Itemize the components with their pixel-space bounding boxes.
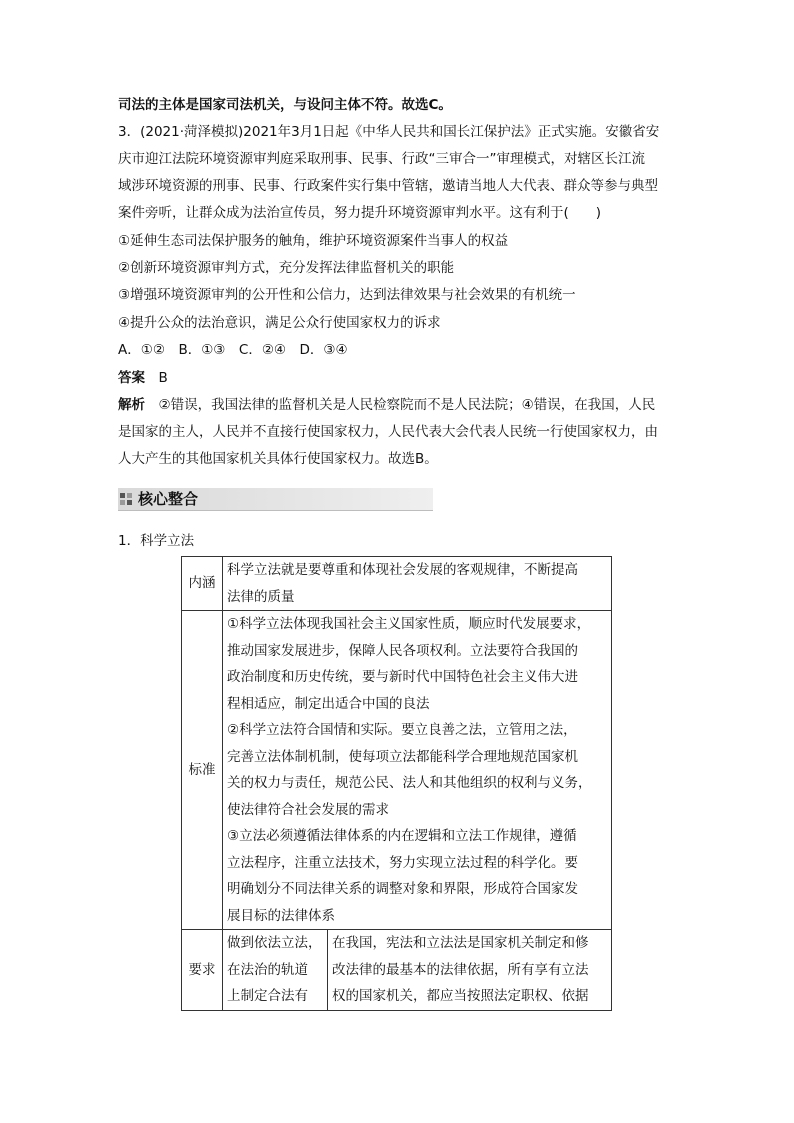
analysis-line-1 xyxy=(118,395,655,415)
question-line-3: 域涉环境资源的刑事、民事、行政案件实行集中管辖，邀请当地人大代表、群众等参与典型 xyxy=(118,178,658,194)
choices: A．①② B．①③ C．②④ D．③④ xyxy=(118,342,348,358)
option-2: ②创新环境资源审判方式，充分发挥法律监督机关的职能 xyxy=(118,260,455,276)
question-line-4: 案件旁听，让群众成为法治宣传员，努力提升环境资源审判水平。这有利于( ) xyxy=(118,205,602,221)
question-line-1: 3．(2021·菏泽模拟)2021年3月1日起《中华人民共和国长江保护法》正式实施。安徽省安 xyxy=(118,124,660,140)
section-title: 核心整合 xyxy=(138,490,199,508)
row-header: 内涵 xyxy=(182,557,223,611)
content-table xyxy=(181,556,612,1011)
analysis-line-2: 是国家的主人，人民并不直接行使国家权力，人民代表大会代表人民统一行使国家权力，由 xyxy=(118,424,658,440)
option-3: ③增强环境资源审判的公开性和公信力，达到法律效果与社会效果的有机统一 xyxy=(118,287,576,303)
answer-line xyxy=(118,368,168,388)
section-grid-icon xyxy=(120,493,132,505)
table-cell: 在我国，宪法和立法法是国家机关制定和修 改法律的最基本的法律依据，所有享有立法 权的国家机关，都应当按照法定职权、依据 xyxy=(328,930,612,1011)
section-header xyxy=(118,488,433,511)
option-1: ①延伸生态司法保护服务的触角，维护环境资源案件当事人的权益 xyxy=(118,233,509,249)
question-line-2: 庆市迎江法院环境资源审判庭采取刑事、民事、行政“三审合一”审理模式，对辖区长江流 xyxy=(118,151,645,167)
subheading: 1．科学立法 xyxy=(118,533,195,549)
table-row xyxy=(182,611,612,930)
answer-label: 答案 xyxy=(118,370,145,386)
analysis-text: ②错误，我国法律的监督机关是人民检察院而不是人民法院；④错误，在我国，人民 xyxy=(158,397,656,413)
analysis-line-3: 人大产生的其他国家机关具体行使国家权力。故选B。 xyxy=(118,451,438,467)
table-cell: ①科学立法体现我国社会主义国家性质，顺应时代发展要求， 推动国家发展进步，保障人民各项权利。立法要符合我国的 政治制度和历史传统，要与新时代中国特色社会主义伟大进 程相适应，制定出适合中国的良法 ②科学立法符合国情和实际。要立良善之法，立管用之法， 完善立法体制机制，使每项立法都能科学合理地规范国家机 关的权力与责任，规范公民、法人和其他组织的权利与义务， 使法律符合社会发展的需求 ③立法必须遵循法律体系的内在逻辑和立法工作规律，遵循 立法程序，注重立法技术，努力实现立法过程的科学化。要 明确划分不同法律关系的调整对象和界限，形成符合国家发 展目标的法律体系 xyxy=(223,611,612,930)
table-cell: 科学立法就是要尊重和体现社会发展的客观规律，不断提高 法律的质量 xyxy=(223,557,612,611)
option-4: ④提升公众的法治意识，满足公众行使国家权力的诉求 xyxy=(118,315,441,331)
row-header: 要求 xyxy=(182,930,223,1011)
analysis-label: 解析 xyxy=(118,397,145,413)
answer-value: B xyxy=(158,370,168,386)
table-row xyxy=(182,557,612,611)
line-0: 司法的主体是国家司法机关，与设问主体不符。故选C。 xyxy=(118,97,452,113)
row-header: 标准 xyxy=(182,611,223,930)
table-cell: 做到依法立法， 在法治的轨道 上制定合法有 xyxy=(223,930,328,1011)
table-row xyxy=(182,930,612,1011)
